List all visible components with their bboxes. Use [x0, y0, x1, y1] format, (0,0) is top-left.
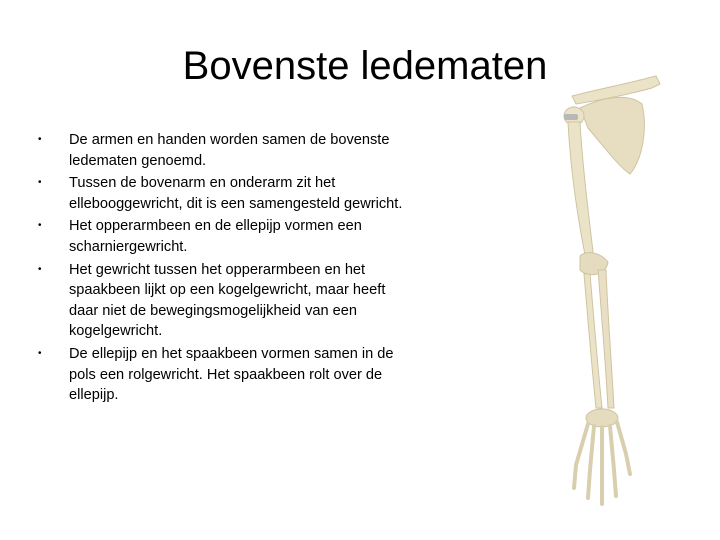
- arm-skeleton-illustration: [530, 70, 680, 525]
- bullet-dot: •: [38, 134, 42, 145]
- bullet-item: [38, 130, 418, 171]
- finger-bone: [574, 424, 588, 488]
- bullet-text: Het opperarmbeen en de ellepijp vormen een scharniergewricht.: [69, 218, 362, 255]
- bullet-text: De ellepijp en het spaakbeen vormen samen in de pols een rolgewricht. Het spaakbeen rolt over de ellepijp.: [69, 345, 394, 404]
- finger-bone: [617, 422, 630, 474]
- bullet-dot: •: [38, 263, 42, 275]
- bullet-item: [38, 216, 418, 257]
- bullet-dot: •: [38, 347, 42, 359]
- wrist-bones: [586, 409, 618, 427]
- bullet-item: [38, 260, 418, 342]
- bullet-item: [38, 344, 418, 406]
- shoulder-joint: [564, 114, 578, 120]
- bullet-dot: •: [38, 220, 42, 232]
- bullet-item: [38, 173, 418, 214]
- bullet-dot: •: [38, 177, 42, 189]
- humerus-bone: [568, 122, 594, 260]
- bullet-text: De armen en handen worden samen de bovenste ledematen genoemd.: [69, 132, 390, 169]
- bullet-text: Tussen de bovenarm en onderarm zit het ellebooggewricht, dit is een samengesteld gewricht.: [69, 175, 403, 212]
- finger-bone: [610, 426, 616, 496]
- radius-bone: [584, 274, 602, 408]
- slide-title: Bovenste ledematen: [182, 44, 548, 88]
- finger-bone: [588, 426, 594, 498]
- bullet-text: Het gewricht tussen het opperarmbeen en het spaakbeen lijkt op een kogelgewricht, maar heeft daar niet de bewegingsmogelijkheid van een kogelgewricht.: [69, 261, 386, 340]
- scapula-bone: [580, 97, 644, 174]
- bullet-list: [38, 130, 418, 406]
